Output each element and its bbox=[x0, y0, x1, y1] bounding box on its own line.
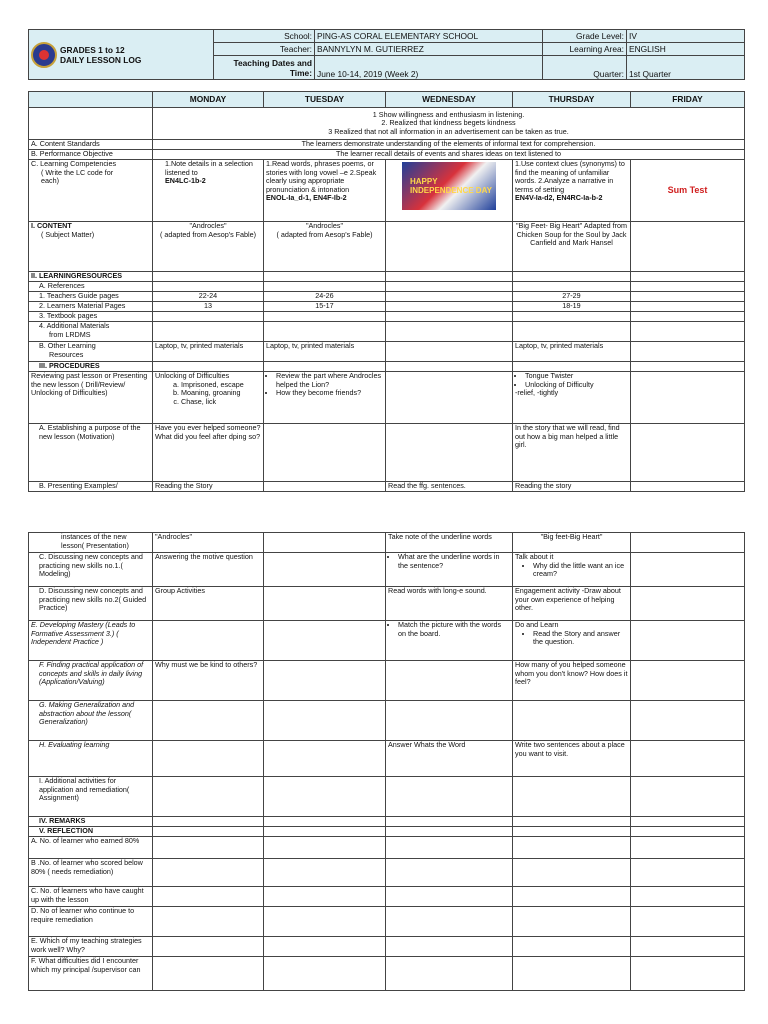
d-label: D. Discussing new concepts and practicing new skills no.2( Guided Practice) bbox=[29, 587, 153, 621]
inst-label: instances of the new lesson( Presentation) bbox=[29, 533, 153, 553]
lm-label: 2. Learners Material Pages bbox=[29, 302, 153, 312]
corner-cell bbox=[29, 92, 153, 108]
review-tue bbox=[264, 372, 386, 424]
present-wed: Read the ffg. sentences. bbox=[386, 482, 513, 492]
review-thu bbox=[513, 372, 631, 424]
content-std-label: A. Content Standards bbox=[29, 140, 153, 150]
comp-thu-text: 1.Use context clues (synonyms) to find the meaning of unfamiliar words. 2.Analyze a narrative in terms of setting bbox=[515, 159, 625, 194]
am-label bbox=[29, 322, 153, 342]
e-label: E. Developing Mastery (Leads to Formative Assessment 3.) ( Independent Practice ) bbox=[29, 621, 153, 661]
independence-day-text: HAPPY INDEPENDENCE DAY bbox=[410, 177, 492, 195]
list-item: b. Moaning, groaning bbox=[181, 389, 261, 398]
list-item: • How they become friends? bbox=[276, 389, 383, 398]
comp-fri: Sum Test bbox=[631, 160, 745, 222]
review-label: Reviewing past lesson or Presenting the new lesson ( Drill/Review/ Unlocking of Difficulties) bbox=[29, 372, 153, 424]
h-thu: Write two sentences about a place you want to visit. bbox=[513, 741, 631, 777]
list-item: • Why did the little want an ice cream? bbox=[533, 562, 628, 579]
c-thu bbox=[513, 553, 631, 587]
school-value: PING-AS CORAL ELEMENTARY SCHOOL bbox=[315, 30, 543, 43]
day-friday: FRIDAY bbox=[631, 92, 745, 108]
lm-tue: 15-17 bbox=[264, 302, 386, 312]
d-wed: Read words with long-e sound. bbox=[386, 587, 513, 621]
present-thu: Reading the story bbox=[513, 482, 631, 492]
reflection-c: C. No. of learners who have caught up with the lesson bbox=[29, 887, 153, 907]
deped-seal-icon bbox=[31, 42, 57, 68]
day-wednesday: WEDNESDAY bbox=[386, 92, 513, 108]
comp-mon-text: 1.Note details in a selection listened to bbox=[165, 159, 253, 177]
content-std: The learners demonstrate understanding of the elements of informal text for comprehension. bbox=[153, 140, 745, 150]
comp-thu-code: EN4V-Ia-d2, EN4RC-Ia-b-2 bbox=[515, 193, 603, 203]
lm-mon: 13 bbox=[153, 302, 264, 312]
comp-mon-code: EN4LC-1b-2 bbox=[165, 176, 206, 186]
header-table bbox=[28, 29, 745, 80]
review-mon-list bbox=[155, 381, 261, 407]
review-mon-title: Unlocking of Difficulties bbox=[155, 371, 230, 380]
list-item: • Unlocking of Difficulty bbox=[525, 381, 628, 390]
perf-value: The learner recall details of events and shares ideas on text listened to bbox=[153, 150, 745, 160]
reflection-a: A. No. of learner who earned 80% bbox=[29, 837, 153, 859]
objectives bbox=[153, 108, 745, 140]
quarter-value: 1st Quarter bbox=[627, 56, 745, 80]
comp-label-1: C. Learning Competencies bbox=[31, 159, 117, 168]
comp-label bbox=[29, 160, 153, 222]
f-label: F. Finding practical application of concepts and skills in daily living (Application/Valuing) bbox=[29, 661, 153, 701]
grade-label: Grade Level: bbox=[543, 30, 627, 43]
day-tuesday: TUESDAY bbox=[264, 92, 386, 108]
c-label: C. Discussing new concepts and practicing new skills no.1.( Modeling) bbox=[29, 553, 153, 587]
comp-thu bbox=[513, 160, 631, 222]
olr-thu: Laptop, tv, printed materials bbox=[513, 342, 631, 362]
content-label-2: ( Subject Matter) bbox=[41, 229, 95, 239]
h-wed: Answer Whats the Word bbox=[386, 741, 513, 777]
purpose-label: A. Establishing a purpose of the new lesson (Motivation) bbox=[29, 424, 153, 482]
review-tue-list bbox=[266, 372, 383, 398]
e-thu bbox=[513, 621, 631, 661]
list-item: • Read the Story and answer the question. bbox=[533, 630, 628, 647]
f-mon: Why must we be kind to others? bbox=[153, 661, 264, 701]
objective-1: 1 Show willingness and enthusiasm in listening. bbox=[372, 109, 525, 119]
olr-label-2: Resources bbox=[49, 349, 84, 359]
comp-tue-code: ENOL-Ia_d-1, EN4F-Ib-2 bbox=[266, 193, 347, 203]
purpose-mon: Have you ever helped someone? What did you feel after dping so? bbox=[153, 424, 264, 482]
quarter-label: Quarter: bbox=[543, 56, 627, 80]
day-monday: MONDAY bbox=[153, 92, 264, 108]
area-value: ENGLISH bbox=[627, 43, 745, 56]
tb-label: 3. Textbook pages bbox=[29, 312, 153, 322]
e-thu-title: Do and Learn bbox=[515, 620, 559, 629]
dates-value: June 10-14, 2019 (Week 2) bbox=[315, 56, 543, 80]
c-wed bbox=[386, 553, 513, 587]
inst-thu: "Big feet-Big Heart" bbox=[513, 533, 631, 553]
grade-value: IV bbox=[627, 30, 745, 43]
content-tue-2: ( adapted from Aesop's Fable) bbox=[276, 229, 373, 239]
title-line2: DAILY LESSON LOG bbox=[60, 54, 142, 65]
content-mon-2: ( adapted from Aesop's Fable) bbox=[159, 229, 257, 239]
lesson-table-page1 bbox=[28, 91, 745, 492]
c-mon: Answering the motive question bbox=[153, 553, 264, 587]
f-thu: How many of you helped someone whom you don't know? How does it feel? bbox=[513, 661, 631, 701]
dates-label-2: Time: bbox=[289, 67, 312, 78]
reflection-e: E. Which of my teaching strategies work well? Why? bbox=[29, 937, 153, 957]
teacher-label: Teacher: bbox=[214, 43, 315, 56]
comp-wed bbox=[386, 160, 513, 222]
g-label: G. Making Generalization and abstraction about the lesson( Generalization) bbox=[29, 701, 153, 741]
tg-tue: 24-26 bbox=[264, 292, 386, 302]
list-item: a. Imprisoned, escape bbox=[181, 381, 261, 390]
reflection-label: V. REFLECTION bbox=[29, 827, 153, 837]
school-label: School: bbox=[214, 30, 315, 43]
comp-label-2: ( Write the LC code for bbox=[41, 167, 114, 177]
content-tue bbox=[264, 222, 386, 272]
comp-mon bbox=[153, 160, 264, 222]
e-wed bbox=[386, 621, 513, 661]
comp-tue bbox=[264, 160, 386, 222]
tg-mon: 22-24 bbox=[153, 292, 264, 302]
lesson-table-page2 bbox=[28, 532, 745, 991]
review-mon bbox=[153, 372, 264, 424]
inst-mon: "Androcles" bbox=[153, 533, 264, 553]
list-item: • What are the underline words in the sentence? bbox=[398, 553, 510, 570]
d-mon: Group Activities bbox=[153, 587, 264, 621]
c-thu-title: Talk about it bbox=[515, 552, 554, 561]
olr-mon: Laptop, tv, printed materials bbox=[153, 342, 264, 362]
header-title-cell bbox=[29, 30, 214, 80]
dates-label bbox=[214, 56, 315, 80]
present-mon: Reading the Story bbox=[153, 482, 264, 492]
proc-label: III. PROCEDURES bbox=[29, 362, 153, 372]
content-label bbox=[29, 222, 153, 272]
review-thu-list bbox=[515, 372, 628, 389]
list-item: • Match the picture with the words on the board. bbox=[398, 621, 510, 638]
list-item: c. Chase, lick bbox=[181, 398, 261, 407]
h-label: H. Evaluating learning bbox=[29, 741, 153, 777]
i-label: I. Additional activities for application and remediation( Assignment) bbox=[29, 777, 153, 817]
olr-tue: Laptop, tv, printed materials bbox=[264, 342, 386, 362]
reflection-b: B .No. of learner who scored below 80% ( needs remediation) bbox=[29, 859, 153, 887]
list-item: • Tongue Twister bbox=[525, 372, 628, 381]
list-item: • Review the part where Androcles helped the Lion? bbox=[276, 372, 383, 389]
review-thu-extra: -relief, -tightly bbox=[515, 388, 559, 398]
comp-tue-text: 1.Read words, phrases poems, or stories with long vowel –e 2.Speak clearly using appropriate pronunciation & intonation bbox=[266, 159, 377, 194]
content-mon-1: "Androcles" bbox=[189, 221, 227, 230]
objective-2: 2. Realized that kindness begets kindness bbox=[381, 118, 516, 128]
dates-label-1: Teaching Dates and bbox=[233, 57, 312, 68]
lr-label: II. LEARNINGRESOURCES bbox=[29, 272, 153, 282]
reflection-f: F. What difficulties did I encounter which my principal /supervisor can bbox=[29, 957, 153, 991]
comp-label-3: each) bbox=[41, 176, 59, 186]
olr-label bbox=[29, 342, 153, 362]
content-tue-1: "Androcles" bbox=[305, 221, 344, 230]
perf-label: B. Performance Objective bbox=[29, 150, 153, 160]
title-line1: GRADES 1 to 12 bbox=[60, 44, 125, 55]
tg-label: 1. Teachers Guide pages bbox=[29, 292, 153, 302]
present-label: B. Presenting Examples/ bbox=[29, 482, 153, 492]
tg-thu: 27-29 bbox=[513, 292, 631, 302]
independence-day-image bbox=[402, 162, 496, 210]
lm-thu: 18-19 bbox=[513, 302, 631, 312]
content-mon bbox=[153, 222, 264, 272]
remarks-label: IV. REMARKS bbox=[29, 817, 153, 827]
inst-wed: Take note of the underline words bbox=[386, 533, 513, 553]
am-label-1: 4. Additional Materials bbox=[39, 321, 110, 330]
reflection-d: D. No of learner who continue to require remediation bbox=[29, 907, 153, 937]
content-label-1: I. CONTENT bbox=[31, 221, 72, 230]
ref-label: A. References bbox=[29, 282, 153, 292]
d-thu: Engagement activity -Draw about your own experience of helping other. bbox=[513, 587, 631, 621]
objective-3: 3 Realized that not all information in an advertisement can be taken as true. bbox=[328, 126, 569, 136]
content-thu: "Big Feet- Big Heart" Adapted from Chicken Soup for the Soul by Jack Canfield and Mark Hansel bbox=[513, 222, 631, 272]
day-thursday: THURSDAY bbox=[513, 92, 631, 108]
purpose-thu: In the story that we will read, find out how a big man helped a little girl. bbox=[513, 424, 631, 482]
olr-label-1: B. Other Learning bbox=[39, 341, 96, 350]
am-label-2: from LRDMS bbox=[49, 329, 91, 339]
teacher-value: BANNYLYN M. GUTIERREZ bbox=[315, 43, 543, 56]
area-label: Learning Area: bbox=[543, 43, 627, 56]
